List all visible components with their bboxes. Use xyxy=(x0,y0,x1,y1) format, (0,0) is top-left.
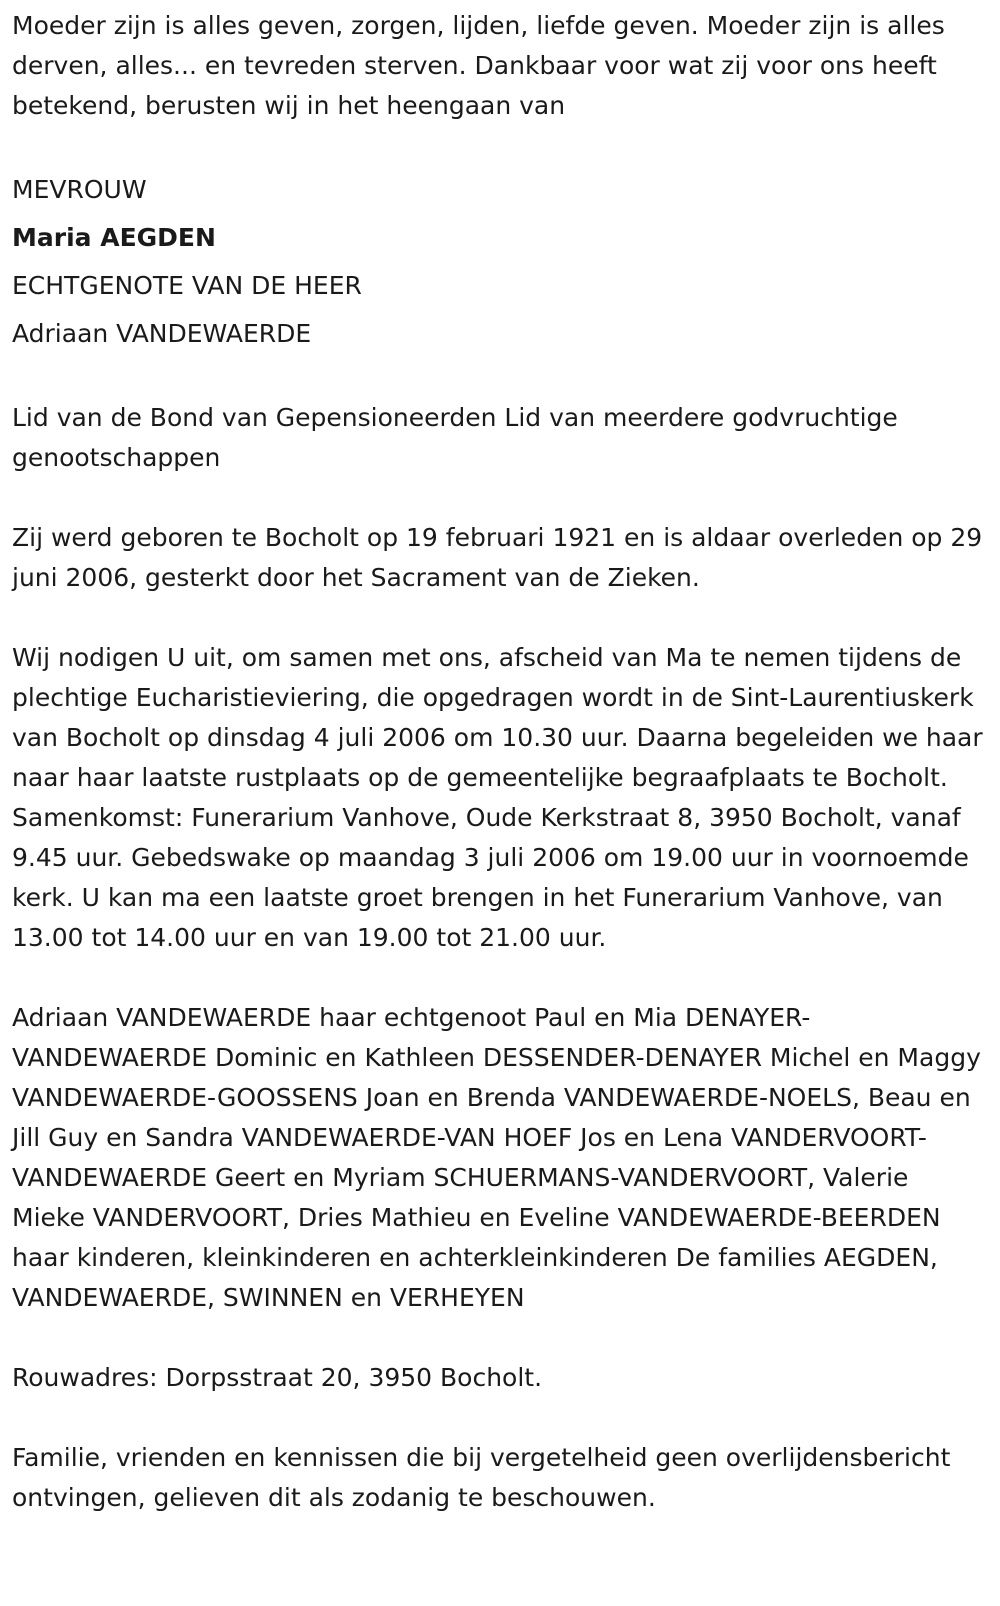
address-text: Rouwadres: Dorpsstraat 20, 3950 Bocholt. xyxy=(12,1363,543,1392)
deceased-relation: ECHTGENOTE VAN DE HEER xyxy=(12,271,362,300)
deceased-spouse: Adriaan VANDEWAERDE xyxy=(12,319,312,348)
invitation-text: Wij nodigen U uit, om samen met ons, afscheid van Ma te nemen tijdens de plechtige Eucharistieviering, die opgedragen wordt in de Sint-Laurentiuskerk van Bocholt op dinsdag 4 juli 2006 om 10.30 uur. Daarna begeleiden we haar naar haar laatste rustplaats op de gemeentelijke begraafplaats te Bocholt. Samenkomst: Funerarium Vanhove, Oude Kerkstraat 8, 3950 Bocholt, vanaf 9.45 uur. Gebedswake op maandag 3 juli 2006 om 19.00 uur in voornoemde kerk. U kan ma een laatste groet brengen in het Funerarium Vanhove, van 13.00 tot 14.00 uur en van 19.00 tot 21.00 uur. xyxy=(12,643,983,952)
intro-text: Moeder zijn is alles geven, zorgen, lijden, liefde geven. Moeder zijn is alles derven, alles... en tevreden sterven. Dankbaar voor wat zij voor ons heeft betekend, berusten wij in het heengaan van xyxy=(12,11,945,120)
memberships-text: Lid van de Bond van Gepensioneerden Lid van meerdere godvruchtige genootschappen xyxy=(12,403,898,472)
closing-text: Familie, vrienden en kennissen die bij vergetelheid geen overlijdensbericht ontvingen, gelieven dit als zodanig te beschouwen. xyxy=(12,1443,951,1512)
deceased-block xyxy=(12,166,988,358)
family-text: Adriaan VANDEWAERDE haar echtgenoot Paul en Mia DENAYER-VANDEWAERDE Dominic en Kathleen DESSENDER-DENAYER Michel en Maggy VANDEWAERDE-GOOSSENS Joan en Brenda VANDEWAERDE-NOELS, Beau en Jill Guy en Sandra VANDEWAERDE-VAN HOEF Jos en Lena VANDERVOORT-VANDEWAERDE Geert en Myriam SCHUERMANS-VANDERVOORT, Valerie Mieke VANDERVOORT, Dries Mathieu en Eveline VANDEWAERDE-BEERDEN haar kinderen, kleinkinderen en achterkleinkinderen De families AEGDEN, VANDEWAERDE, SWINNEN en VERHEYEN xyxy=(12,1003,981,1312)
birth-death-text: Zij werd geboren te Bocholt op 19 februari 1921 en is aldaar overleden op 29 juni 2006, gesterkt door het Sacrament van de Zieken. xyxy=(12,523,983,592)
deceased-title: MEVROUW xyxy=(12,175,147,204)
deceased-name: Maria AEGDEN xyxy=(12,223,216,252)
